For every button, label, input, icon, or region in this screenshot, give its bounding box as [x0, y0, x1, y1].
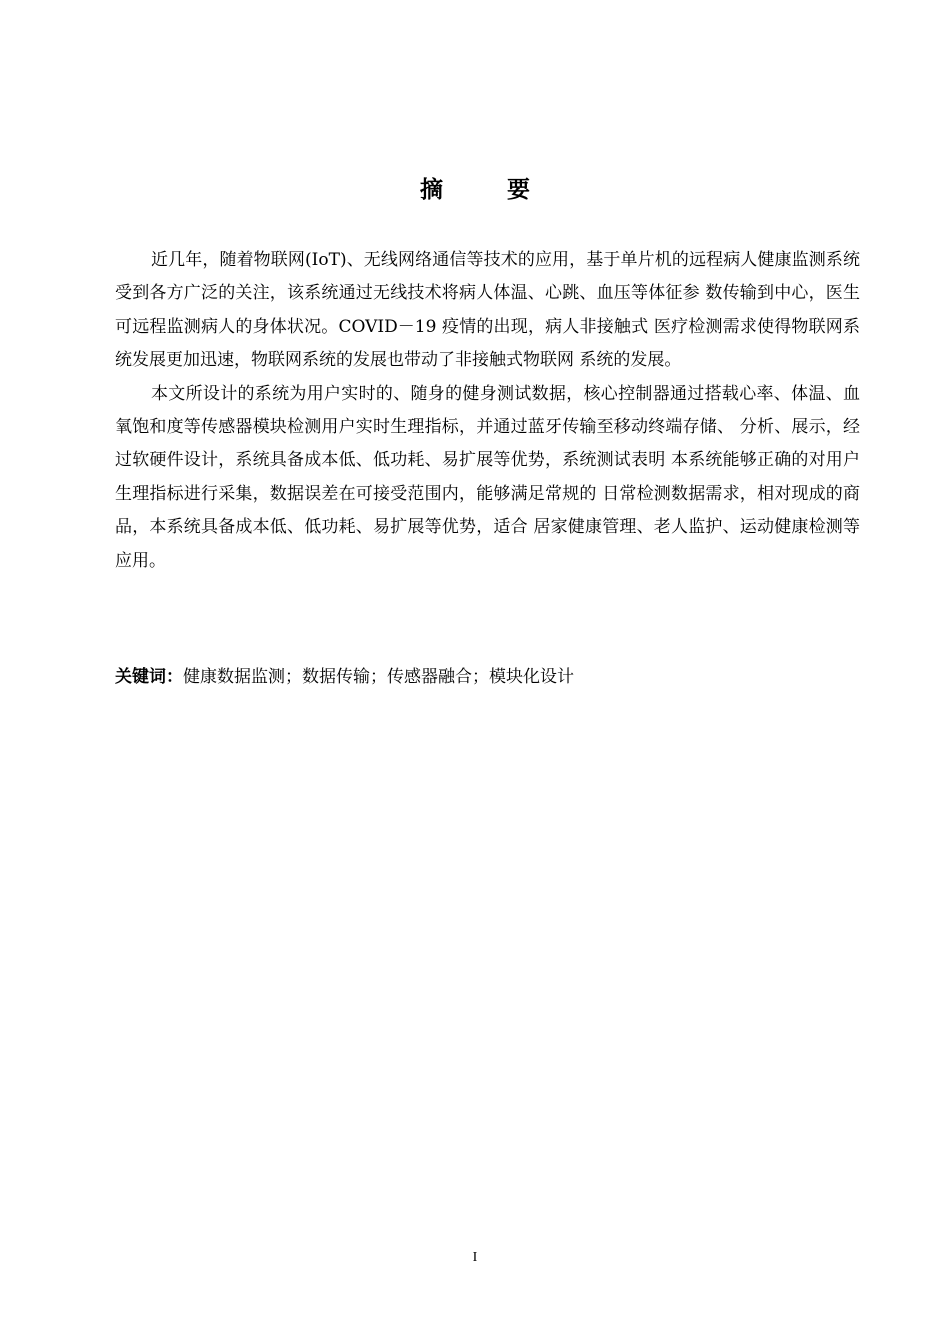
keywords-label: 关键词： [115, 667, 183, 687]
keywords-value: 健康数据监测；数据传输；传感器融合；模块化设计 [183, 667, 574, 687]
keywords-line [115, 662, 860, 692]
page-title: 摘 要 [419, 177, 558, 203]
abstract-body [115, 244, 860, 578]
page-number: I [472, 1250, 478, 1265]
abstract-paragraph-1: 近几年，随着物联网(IoT)、无线网络通信等技术的应用，基于单片机的远程病人健康监测系统受到各方广泛的关注，该系统通过无线技术将病人体温、心跳、血压等体征参 数传输到中心，医生可远程监测病人的身体状况。COVID－19 疫情的出现，病人非接触式 医疗检测需求使得物联网系统发展更加迅速，物联网系统的发展也带动了非接触式物联网 系统的发展。 [115, 250, 860, 371]
abstract-paragraph-2: 本文所设计的系统为用户实时的、随身的健身测试数据，核心控制器通过搭载心率、体温、血氧饱和度等传感器模块检测用户实时生理指标，并通过蓝牙传输至移动终端存储、 分析、展示，经过软硬件设计，系统具备成本低、低功耗、易扩展等优势，系统测试表明 本系统能够正确的对用户生理指标进行采集，数据误差在可接受范围内，能够满足常规的 日常检测数据需求，相对现成的商品，本系统具备成本低、低功耗、易扩展等优势，适合 居家健康管理、老人监护、运动健康检测等应用。 [115, 383, 860, 571]
